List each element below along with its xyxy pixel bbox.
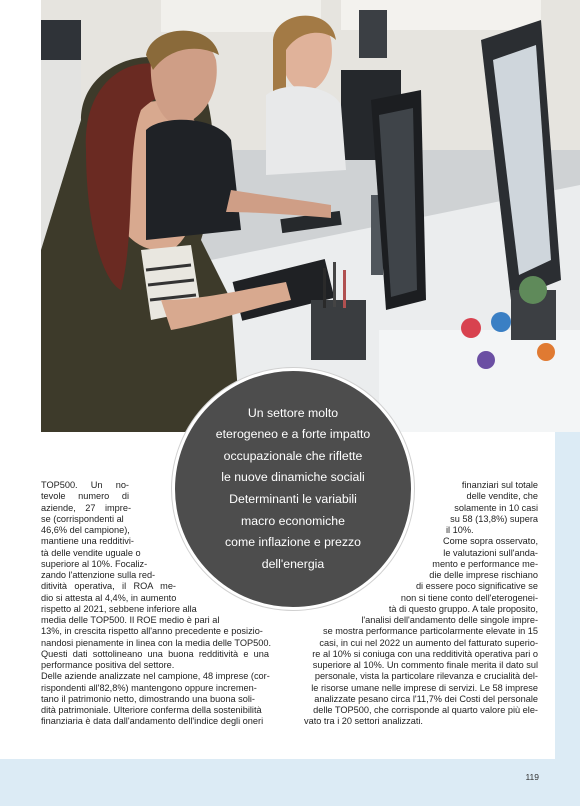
body-text-line: casi, in cui nel 2022 un aumento del fatturato superio-: [319, 637, 538, 648]
body-text-line: se (corrispondenti al: [41, 513, 124, 524]
body-text-line: Delle aziende analizzate nel campione, 48 imprese (cor-: [41, 671, 270, 682]
pull-quote-line: come inflazione e prezzo: [224, 535, 362, 550]
body-text-line: tano il patrimonio netto, dimostrando una buona soli-: [41, 693, 255, 704]
body-text-line: il 10%.: [446, 525, 474, 535]
left-text-column: [41, 480, 272, 728]
body-text-line: Questi dati sottolineano una buona redditività e una: [41, 648, 269, 659]
body-text-line: 13%, in crescita rispetto all'anno precedente e posizio-: [41, 626, 263, 637]
body-text-line: Come sopra osservato,: [443, 536, 538, 547]
body-text-line: zando l'attenzione sulla red-: [41, 570, 156, 580]
body-text-line: 46,6% del campione),: [41, 525, 130, 535]
body-text-line: nandosi pienamente in linea con la media delle TOP500.: [41, 637, 272, 648]
body-text-line: l'analisi dell'andamento delle singole impre-: [361, 615, 538, 625]
body-text-line: analizzate pesano circa l'11,7% dei Costi del personale: [314, 693, 538, 704]
body-text-line: delle TOP500, che corrisponde al quarto valore più ele-: [313, 705, 538, 715]
office-photo: [41, 0, 580, 432]
body-text-line: TOP500. Un no-: [41, 480, 129, 490]
body-text-line: tà di questo gruppo. A tale proposito,: [388, 603, 538, 614]
body-text-line: performance positiva del settore.: [41, 660, 175, 670]
body-text-line: tà delle vendite uguale o: [41, 547, 141, 558]
body-text-line: dio si attesta al 4,4%, in aumento: [41, 592, 177, 603]
body-text-line: mento e performance me-: [432, 558, 538, 569]
pull-quote-line: Determinanti le variabili: [229, 492, 357, 506]
footer-band: [0, 759, 580, 806]
body-text-line: le risorse umane nelle imprese di servizi. Le 58 imprese: [311, 682, 538, 693]
body-text-line: re al 10% si coniuga con una redditività operativa pari o: [312, 648, 538, 659]
body-text-line: personale, vista la particolare rilevanza e crucialità del-: [314, 671, 538, 682]
pull-quote-line: macro economiche: [241, 513, 345, 528]
pull-quote-line: Un settore molto: [247, 405, 339, 420]
body-text-line: mantiene una redditivi-: [41, 536, 134, 547]
body-text-line: aziende, 27 impre-: [41, 502, 131, 513]
body-text-line: dità patrimoniale. Ulteriore conferma della sostenibilità: [41, 705, 262, 715]
body-text-line: su 58 (13,8%) supera: [450, 513, 538, 524]
body-text-line: solamente in 10 casi: [454, 502, 538, 513]
body-text-line: superiore al 10%. Focaliz-: [41, 558, 148, 569]
body-text-line: finanziari sul totale: [461, 480, 538, 490]
body-text-line: di essere poco significative se: [415, 581, 538, 592]
pull-quote-line: dell'energia: [261, 556, 325, 571]
body-text-line: vato tra i 20 settori analizzati.: [304, 716, 423, 727]
pull-quote-line: occupazionale che riflette: [223, 448, 363, 463]
page-number: 119: [525, 772, 539, 782]
body-text-line: le valutazioni sull'anda-: [443, 547, 538, 558]
body-text-line: rispondenti all'82,8%) mantengono oppure incremen-: [41, 682, 257, 693]
body-text-line: non si tiene conto dell'eterogenei-: [400, 592, 538, 603]
body-text-line: tevole numero di: [41, 491, 129, 502]
body-text-line: se mostra performance particolarmente elevate in 15: [323, 626, 538, 637]
body-text-line: media delle TOP500. Il ROE medio è pari al: [41, 615, 220, 625]
body-text-line: delle vendite, che: [466, 491, 538, 502]
body-text-line: finanziaria è data dall'andamento dell'indice degli oneri: [41, 716, 264, 727]
body-text-line: rispetto al 2021, sebbene inferiore alla: [41, 603, 197, 614]
right-text-column: [304, 480, 538, 728]
pull-quote-line: eterogeneo e a forte impatto: [215, 427, 371, 442]
body-text-line: ditività operativa, il ROA me-: [41, 581, 176, 592]
body-text-line: die delle imprese rischiano: [429, 570, 538, 580]
body-text-line: superiore al 10%. Un commento finale merita il dato sul: [312, 660, 538, 670]
pull-quote-line: le nuove dinamiche sociali: [221, 470, 365, 485]
